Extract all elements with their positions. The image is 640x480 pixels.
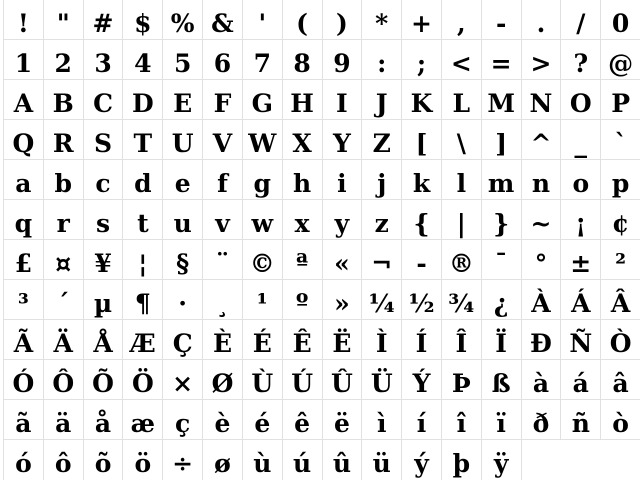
glyph-cell[interactable]: f bbox=[203, 160, 243, 200]
empty-cell bbox=[601, 440, 640, 480]
glyph-cell[interactable]: · bbox=[163, 280, 203, 320]
glyph-cell[interactable]: 3 bbox=[84, 40, 124, 80]
glyph-cell[interactable]: @ bbox=[601, 40, 640, 80]
glyph-cell[interactable]: ÷ bbox=[163, 440, 203, 480]
glyph-cell[interactable]: 1 bbox=[4, 40, 44, 80]
glyph-cell[interactable]: Ö bbox=[123, 360, 163, 400]
glyph-cell[interactable]: d bbox=[123, 160, 163, 200]
glyph-cell[interactable]: ? bbox=[561, 40, 601, 80]
glyph-cell[interactable]: _ bbox=[561, 120, 601, 160]
glyph-cell[interactable]: Ü bbox=[362, 360, 402, 400]
glyph-cell[interactable]: ÿ bbox=[482, 440, 522, 480]
glyph-cell[interactable]: ê bbox=[283, 400, 323, 440]
glyph-cell[interactable]: P bbox=[601, 80, 640, 120]
glyph-cell[interactable]: ¬ bbox=[362, 240, 402, 280]
glyph-cell[interactable]: Ï bbox=[482, 320, 522, 360]
glyph-cell[interactable]: ¢ bbox=[601, 200, 640, 240]
glyph-cell[interactable]: è bbox=[203, 400, 243, 440]
glyph-cell[interactable]: Ë bbox=[323, 320, 363, 360]
glyph-cell[interactable]: x bbox=[283, 200, 323, 240]
glyph-cell[interactable]: ^ bbox=[522, 120, 562, 160]
glyph-cell[interactable]: - bbox=[402, 240, 442, 280]
glyph-cell[interactable]: Ã bbox=[4, 320, 44, 360]
glyph-cell[interactable]: ´ bbox=[44, 280, 84, 320]
glyph-cell[interactable]: c bbox=[84, 160, 124, 200]
glyph-cell[interactable]: Ú bbox=[283, 360, 323, 400]
glyph-cell[interactable]: Å bbox=[84, 320, 124, 360]
glyph-cell[interactable]: é bbox=[243, 400, 283, 440]
glyph-cell[interactable]: { bbox=[402, 200, 442, 240]
glyph-cell[interactable]: ¸ bbox=[203, 280, 243, 320]
glyph-cell[interactable]: > bbox=[522, 40, 562, 80]
glyph-cell[interactable]: ¥ bbox=[84, 240, 124, 280]
glyph-cell[interactable]: î bbox=[442, 400, 482, 440]
glyph-cell[interactable]: & bbox=[203, 0, 243, 40]
glyph-cell[interactable]: á bbox=[561, 360, 601, 400]
glyph-cell[interactable]: : bbox=[362, 40, 402, 80]
glyph-cell[interactable]: i bbox=[323, 160, 363, 200]
glyph-cell[interactable]: Ø bbox=[203, 360, 243, 400]
glyph-cell[interactable]: * bbox=[362, 0, 402, 40]
glyph-cell[interactable]: ä bbox=[44, 400, 84, 440]
glyph-cell[interactable]: ö bbox=[123, 440, 163, 480]
glyph-cell[interactable]: ü bbox=[362, 440, 402, 480]
glyph-cell[interactable]: - bbox=[482, 0, 522, 40]
glyph-cell[interactable]: J bbox=[362, 80, 402, 120]
glyph-cell[interactable]: ¾ bbox=[442, 280, 482, 320]
glyph-cell[interactable]: 8 bbox=[283, 40, 323, 80]
glyph-cell[interactable]: ¼ bbox=[362, 280, 402, 320]
glyph-cell[interactable]: ì bbox=[362, 400, 402, 440]
glyph-cell[interactable]: Ç bbox=[163, 320, 203, 360]
glyph-cell[interactable]: # bbox=[84, 0, 124, 40]
glyph-cell[interactable]: + bbox=[402, 0, 442, 40]
glyph-cell[interactable]: m bbox=[482, 160, 522, 200]
glyph-cell[interactable]: % bbox=[163, 0, 203, 40]
glyph-cell[interactable]: 4 bbox=[123, 40, 163, 80]
glyph-cell[interactable]: ð bbox=[522, 400, 562, 440]
glyph-cell[interactable]: e bbox=[163, 160, 203, 200]
glyph-cell[interactable]: w bbox=[243, 200, 283, 240]
glyph-cell[interactable]: ! bbox=[4, 0, 44, 40]
glyph-cell[interactable]: ` bbox=[601, 120, 640, 160]
glyph-cell[interactable]: 5 bbox=[163, 40, 203, 80]
empty-cell bbox=[522, 440, 562, 480]
glyph-cell[interactable]: O bbox=[561, 80, 601, 120]
glyph-cell[interactable]: » bbox=[323, 280, 363, 320]
glyph-cell[interactable]: z bbox=[362, 200, 402, 240]
glyph-cell[interactable]: å bbox=[84, 400, 124, 440]
glyph-cell[interactable]: D bbox=[123, 80, 163, 120]
glyph-cell[interactable]: t bbox=[123, 200, 163, 240]
glyph-cell[interactable]: ½ bbox=[402, 280, 442, 320]
glyph-cell[interactable]: Q bbox=[4, 120, 44, 160]
glyph-cell[interactable]: 0 bbox=[601, 0, 640, 40]
glyph-cell[interactable]: p bbox=[601, 160, 640, 200]
glyph-cell[interactable]: L bbox=[442, 80, 482, 120]
glyph-cell[interactable]: § bbox=[163, 240, 203, 280]
glyph-cell[interactable]: õ bbox=[84, 440, 124, 480]
glyph-cell[interactable]: ã bbox=[4, 400, 44, 440]
glyph-cell[interactable]: E bbox=[163, 80, 203, 120]
glyph-cell[interactable]: Y bbox=[323, 120, 363, 160]
glyph-cell[interactable]: ¦ bbox=[123, 240, 163, 280]
glyph-cell[interactable]: Í bbox=[402, 320, 442, 360]
glyph-cell[interactable]: \ bbox=[442, 120, 482, 160]
glyph-cell[interactable]: ; bbox=[402, 40, 442, 80]
glyph-cell[interactable]: G bbox=[243, 80, 283, 120]
glyph-cell[interactable]: V bbox=[203, 120, 243, 160]
glyph-cell[interactable]: U bbox=[163, 120, 203, 160]
glyph-cell[interactable]: ¨ bbox=[203, 240, 243, 280]
glyph-cell[interactable]: Ê bbox=[283, 320, 323, 360]
glyph-cell[interactable]: £ bbox=[4, 240, 44, 280]
glyph-cell[interactable]: ~ bbox=[522, 200, 562, 240]
glyph-cell[interactable]: I bbox=[323, 80, 363, 120]
glyph-cell[interactable]: A bbox=[4, 80, 44, 120]
glyph-cell[interactable]: Ì bbox=[362, 320, 402, 360]
glyph-cell[interactable]: B bbox=[44, 80, 84, 120]
charmap-grid bbox=[3, 0, 640, 480]
glyph-cell[interactable]: W bbox=[243, 120, 283, 160]
glyph-cell[interactable]: Ý bbox=[402, 360, 442, 400]
glyph-cell[interactable]: ¹ bbox=[243, 280, 283, 320]
glyph-cell[interactable]: = bbox=[482, 40, 522, 80]
glyph-cell[interactable]: ) bbox=[323, 0, 363, 40]
glyph-cell[interactable]: ç bbox=[163, 400, 203, 440]
glyph-cell[interactable]: u bbox=[163, 200, 203, 240]
glyph-cell[interactable]: ª bbox=[283, 240, 323, 280]
glyph-cell[interactable]: , bbox=[442, 0, 482, 40]
glyph-cell[interactable]: . bbox=[522, 0, 562, 40]
glyph-cell[interactable]: ® bbox=[442, 240, 482, 280]
glyph-cell[interactable]: R bbox=[44, 120, 84, 160]
glyph-cell[interactable]: ( bbox=[283, 0, 323, 40]
glyph-cell[interactable]: F bbox=[203, 80, 243, 120]
glyph-cell[interactable]: µ bbox=[84, 280, 124, 320]
empty-cell bbox=[561, 440, 601, 480]
glyph-cell[interactable]: l bbox=[442, 160, 482, 200]
glyph-cell[interactable]: h bbox=[283, 160, 323, 200]
glyph-cell[interactable]: v bbox=[203, 200, 243, 240]
glyph-cell[interactable]: a bbox=[4, 160, 44, 200]
glyph-cell[interactable]: / bbox=[561, 0, 601, 40]
glyph-cell[interactable]: M bbox=[482, 80, 522, 120]
glyph-cell[interactable]: T bbox=[123, 120, 163, 160]
glyph-cell[interactable]: o bbox=[561, 160, 601, 200]
glyph-cell[interactable]: æ bbox=[123, 400, 163, 440]
glyph-cell[interactable]: ¤ bbox=[44, 240, 84, 280]
glyph-cell[interactable]: ø bbox=[203, 440, 243, 480]
glyph-cell[interactable]: Ó bbox=[4, 360, 44, 400]
glyph-cell[interactable]: â bbox=[601, 360, 640, 400]
glyph-cell[interactable]: Û bbox=[323, 360, 363, 400]
glyph-cell[interactable]: | bbox=[442, 200, 482, 240]
glyph-cell[interactable]: C bbox=[84, 80, 124, 120]
glyph-cell[interactable]: í bbox=[402, 400, 442, 440]
glyph-cell[interactable]: È bbox=[203, 320, 243, 360]
glyph-cell[interactable]: " bbox=[44, 0, 84, 40]
glyph-cell[interactable]: Á bbox=[561, 280, 601, 320]
glyph-cell[interactable]: ² bbox=[601, 240, 640, 280]
glyph-cell[interactable]: $ bbox=[123, 0, 163, 40]
glyph-cell[interactable]: r bbox=[44, 200, 84, 240]
glyph-cell[interactable]: ³ bbox=[4, 280, 44, 320]
glyph-cell[interactable]: ô bbox=[44, 440, 84, 480]
glyph-cell[interactable]: º bbox=[283, 280, 323, 320]
glyph-cell[interactable]: © bbox=[243, 240, 283, 280]
glyph-cell[interactable]: ï bbox=[482, 400, 522, 440]
glyph-cell[interactable]: 7 bbox=[243, 40, 283, 80]
glyph-cell[interactable]: « bbox=[323, 240, 363, 280]
glyph-cell[interactable]: Æ bbox=[123, 320, 163, 360]
glyph-cell[interactable]: X bbox=[283, 120, 323, 160]
glyph-cell[interactable]: à bbox=[522, 360, 562, 400]
glyph-cell[interactable]: 2 bbox=[44, 40, 84, 80]
glyph-cell[interactable]: } bbox=[482, 200, 522, 240]
glyph-cell[interactable]: Ù bbox=[243, 360, 283, 400]
glyph-cell[interactable]: ] bbox=[482, 120, 522, 160]
glyph-cell[interactable]: Z bbox=[362, 120, 402, 160]
glyph-cell[interactable]: s bbox=[84, 200, 124, 240]
glyph-cell[interactable]: k bbox=[402, 160, 442, 200]
glyph-cell[interactable]: ± bbox=[561, 240, 601, 280]
glyph-cell[interactable]: y bbox=[323, 200, 363, 240]
glyph-cell[interactable]: ý bbox=[402, 440, 442, 480]
glyph-cell[interactable]: ñ bbox=[561, 400, 601, 440]
glyph-cell[interactable]: n bbox=[522, 160, 562, 200]
glyph-cell[interactable]: Þ bbox=[442, 360, 482, 400]
glyph-cell[interactable]: ¿ bbox=[482, 280, 522, 320]
glyph-cell[interactable]: Ô bbox=[44, 360, 84, 400]
glyph-cell[interactable]: b bbox=[44, 160, 84, 200]
glyph-cell[interactable]: ° bbox=[522, 240, 562, 280]
glyph-cell[interactable]: ó bbox=[4, 440, 44, 480]
glyph-cell[interactable]: À bbox=[522, 280, 562, 320]
glyph-cell[interactable]: Â bbox=[601, 280, 640, 320]
glyph-cell[interactable]: þ bbox=[442, 440, 482, 480]
glyph-cell[interactable]: K bbox=[402, 80, 442, 120]
glyph-cell[interactable]: Ð bbox=[522, 320, 562, 360]
glyph-cell[interactable]: g bbox=[243, 160, 283, 200]
glyph-cell[interactable]: ò bbox=[601, 400, 640, 440]
glyph-cell[interactable]: ¯ bbox=[482, 240, 522, 280]
glyph-cell[interactable]: Ò bbox=[601, 320, 640, 360]
glyph-cell[interactable]: Õ bbox=[84, 360, 124, 400]
glyph-cell[interactable]: ú bbox=[283, 440, 323, 480]
glyph-cell[interactable]: É bbox=[243, 320, 283, 360]
glyph-cell[interactable]: S bbox=[84, 120, 124, 160]
glyph-cell[interactable]: × bbox=[163, 360, 203, 400]
glyph-cell[interactable]: N bbox=[522, 80, 562, 120]
glyph-cell[interactable]: Ñ bbox=[561, 320, 601, 360]
glyph-cell[interactable]: 9 bbox=[323, 40, 363, 80]
glyph-cell[interactable]: H bbox=[283, 80, 323, 120]
glyph-cell[interactable]: [ bbox=[402, 120, 442, 160]
glyph-cell[interactable]: ' bbox=[243, 0, 283, 40]
glyph-cell[interactable]: ù bbox=[243, 440, 283, 480]
glyph-cell[interactable]: Ä bbox=[44, 320, 84, 360]
glyph-cell[interactable]: q bbox=[4, 200, 44, 240]
glyph-cell[interactable]: ¶ bbox=[123, 280, 163, 320]
glyph-cell[interactable]: ß bbox=[482, 360, 522, 400]
glyph-cell[interactable]: ¡ bbox=[561, 200, 601, 240]
glyph-cell[interactable]: ë bbox=[323, 400, 363, 440]
glyph-cell[interactable]: Î bbox=[442, 320, 482, 360]
glyph-cell[interactable]: < bbox=[442, 40, 482, 80]
glyph-cell[interactable]: û bbox=[323, 440, 363, 480]
glyph-cell[interactable]: j bbox=[362, 160, 402, 200]
glyph-cell[interactable]: 6 bbox=[203, 40, 243, 80]
